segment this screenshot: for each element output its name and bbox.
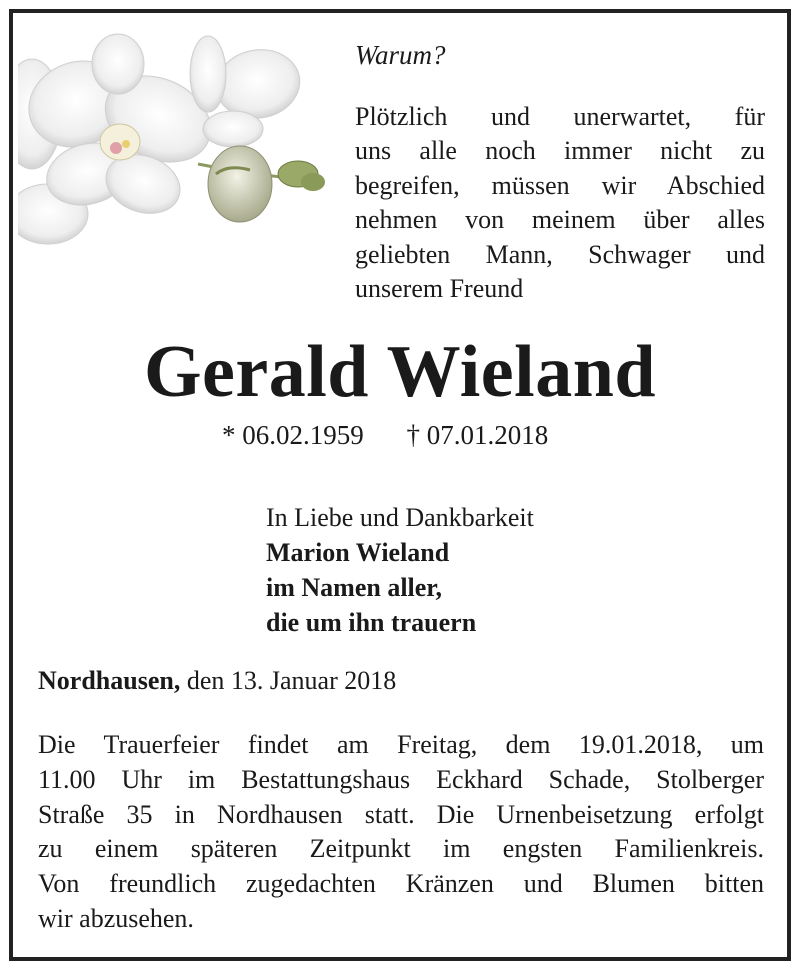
- signoff-intro: In Liebe und Dankbarkeit: [266, 503, 534, 532]
- signoff: [266, 500, 534, 640]
- place: Nordhausen,: [38, 666, 181, 695]
- intro-text: [355, 100, 765, 306]
- signoff-line: im Namen aller,: [266, 573, 442, 602]
- intro-line: uns alle noch immer nicht zu: [355, 136, 765, 166]
- signoff-name: Marion Wieland: [266, 538, 450, 567]
- place-date: [38, 666, 396, 696]
- signoff-line: die um ihn trauern: [266, 608, 477, 637]
- intro-line: geliebten Mann, Schwager und: [355, 239, 765, 269]
- life-dates: [222, 420, 548, 451]
- intro-line: unserem Freund: [355, 273, 524, 303]
- details-line: Von freundlich zugedachten Kränzen und Blumen bitten: [38, 869, 764, 899]
- funeral-details: [38, 728, 764, 937]
- details-line: Straße 35 in Nordhausen statt. Die Urnenbeisetzung erfolgt: [38, 799, 764, 829]
- deceased-name: Gerald Wieland: [143, 331, 657, 413]
- details-line: zu einem späteren Zeitpunkt im engsten Familienkreis.: [38, 834, 764, 864]
- details-line: Die Trauerfeier findet am Freitag, dem 19.01.2018, um: [38, 730, 764, 759]
- intro-line: begreifen, müssen wir Abschied: [355, 170, 765, 200]
- details-line: 11.00 Uhr im Bestattungshaus Eckhard Schade, Stolberger: [38, 764, 764, 794]
- birth-date: * 06.02.1959: [222, 420, 364, 450]
- notice-date: den 13. Januar 2018: [186, 666, 397, 695]
- intro-line: nehmen von meinem über alles: [355, 205, 765, 235]
- death-date: † 07.01.2018: [406, 420, 549, 450]
- details-line: wir abzusehen.: [38, 903, 194, 933]
- intro-line: Plötzlich und unerwartet, für: [355, 102, 765, 131]
- heading: Warum?: [355, 40, 446, 70]
- orchid-image: [18, 24, 328, 246]
